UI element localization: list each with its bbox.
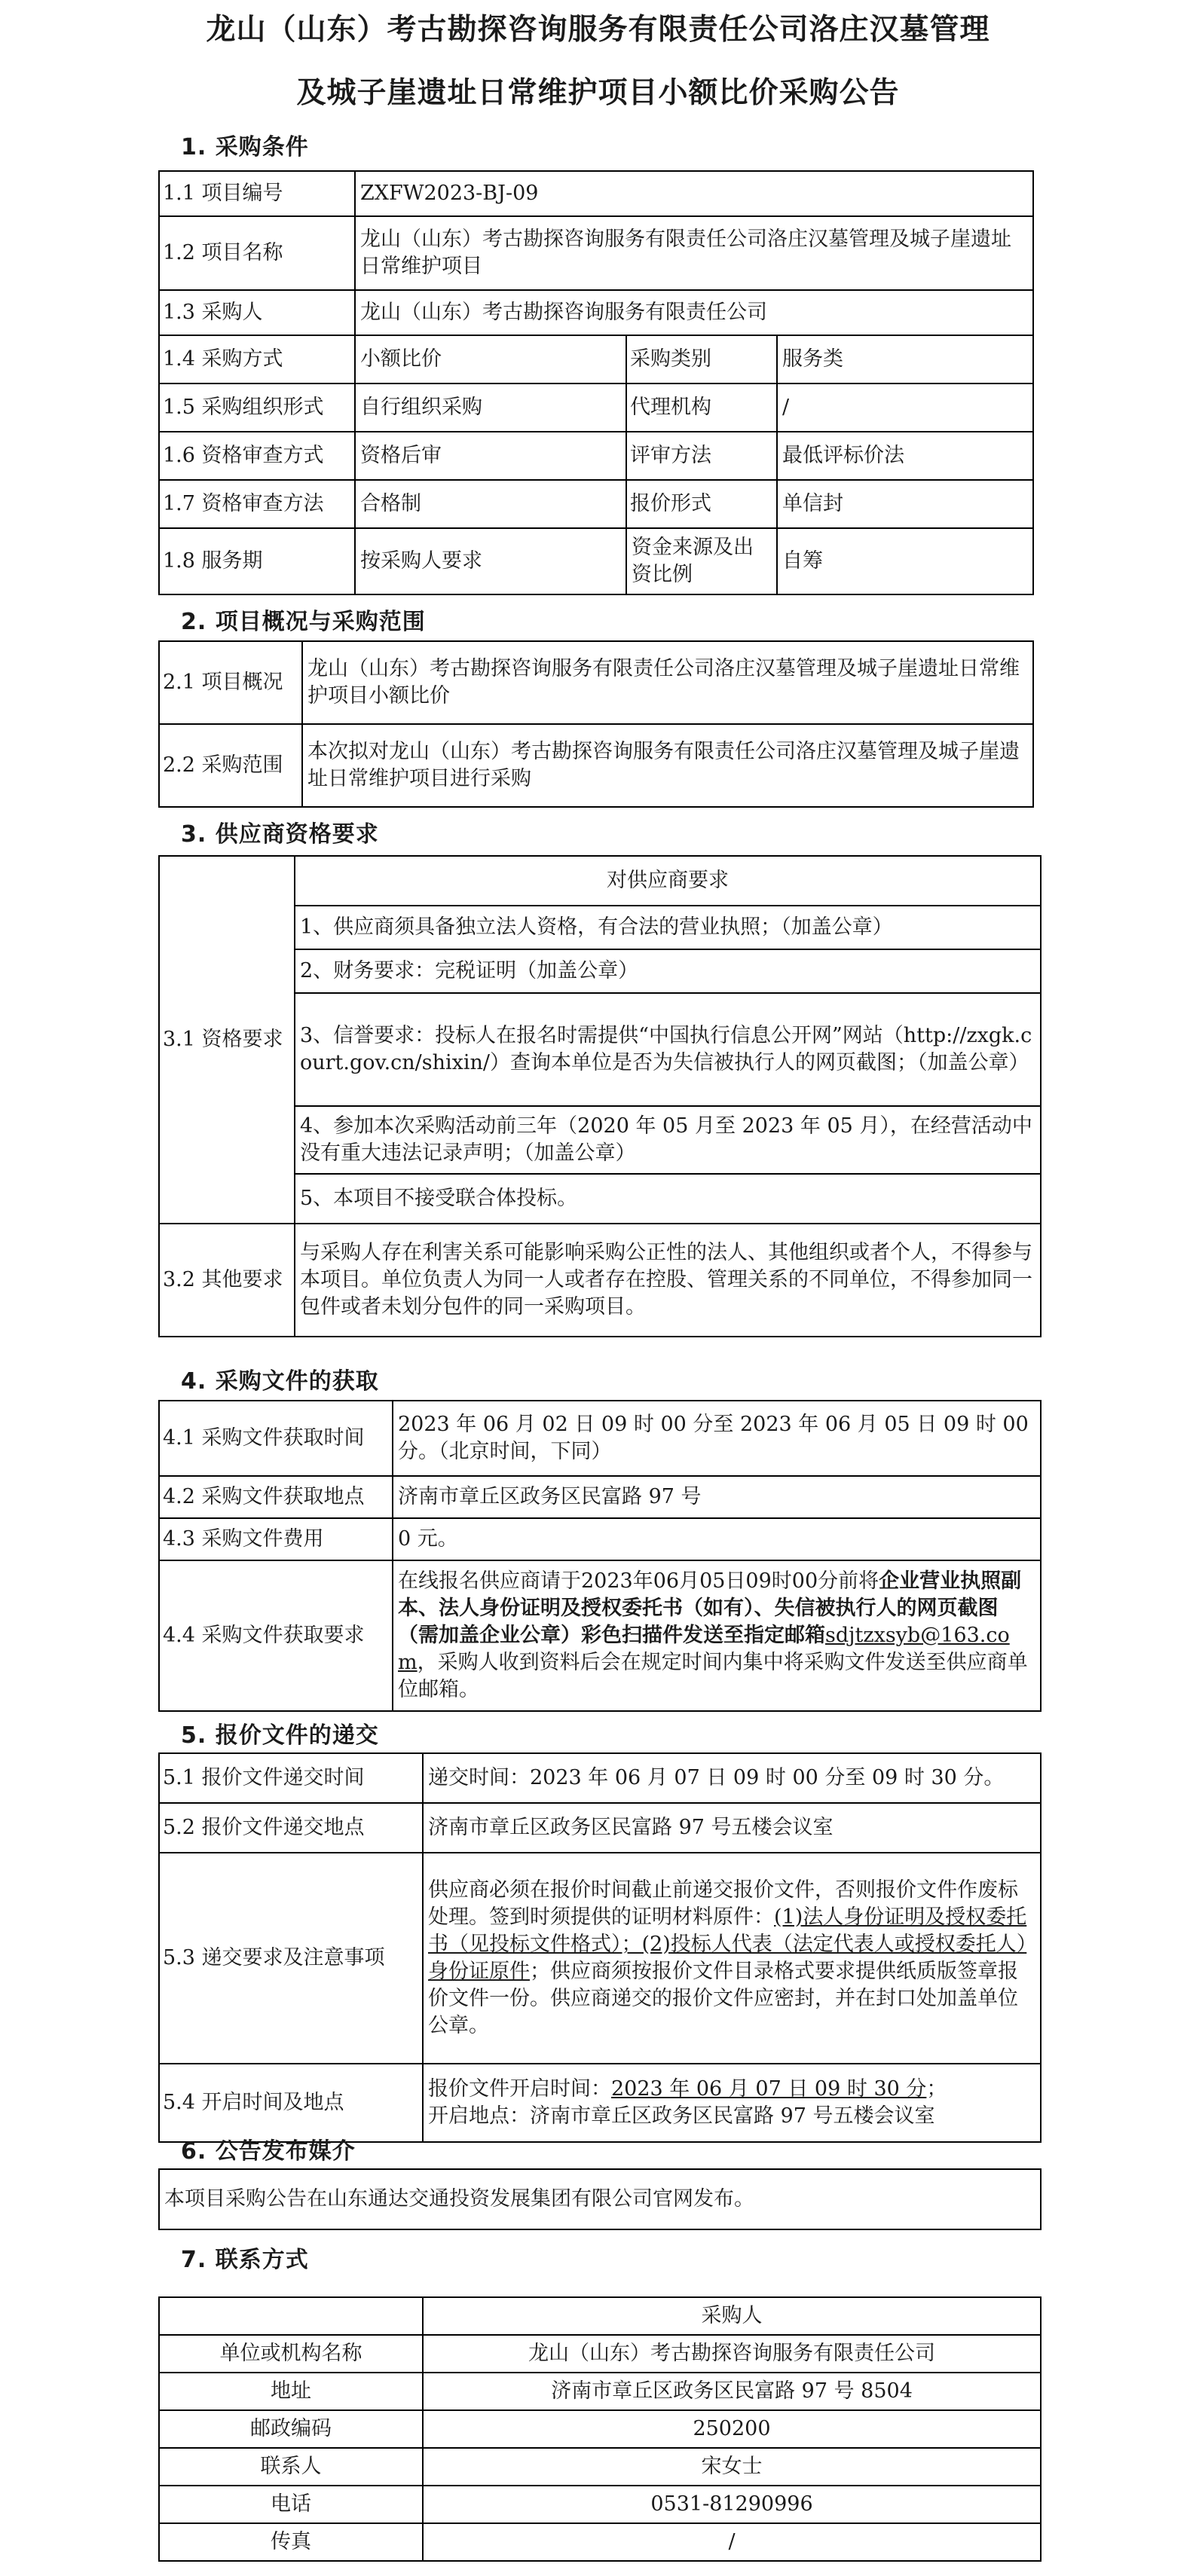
row-label: 1.6 资格审查方式: [159, 432, 355, 480]
table-row: [159, 724, 1033, 807]
column-header: 对供应商要求: [295, 856, 1041, 906]
table-row: [159, 290, 1033, 335]
acquisition-requirements-value: [393, 1560, 1041, 1711]
section-3-heading: 3. 供应商资格要求: [181, 821, 379, 848]
procurement-conditions-table: [158, 170, 1034, 595]
contact-table: [158, 2296, 1042, 2562]
table-row: [159, 2448, 1041, 2486]
row-label: 邮政编码: [159, 2410, 423, 2448]
row-label: 地址: [159, 2373, 423, 2410]
procurement-scope-value: 本次拟对龙山（山东）考古勘探咨询服务有限责任公司洛庄汉墓管理及城子崖遗址日常维护项目进行采购: [302, 724, 1033, 807]
row-label: 2.1 项目概况: [159, 641, 302, 724]
document-fee-value: 0 元。: [393, 1518, 1041, 1560]
table-row: [159, 1853, 1041, 2064]
organization-name-value: 龙山（山东）考古勘探咨询服务有限责任公司: [423, 2335, 1041, 2373]
row-label: 1.1 项目编号: [159, 171, 355, 216]
row-label: 2.2 采购范围: [159, 724, 302, 807]
row-value: 单信封: [777, 480, 1033, 528]
row-label: 3.2 其他要求: [159, 1224, 295, 1337]
row-label: 传真: [159, 2523, 423, 2561]
table-row: [159, 1476, 1041, 1518]
row-label: 5.2 报价文件递交地点: [159, 1803, 423, 1853]
submission-time-value: 递交时间：2023 年 06 月 07 日 09 时 00 分至 09 时 30 分。: [423, 1753, 1041, 1803]
table-row: [159, 335, 1033, 383]
row-value: 自行组织采购: [355, 383, 626, 432]
section-5-heading: 5. 报价文件的递交: [181, 1722, 379, 1749]
requirement-item: 2、财务要求：完税证明（加盖公章）: [295, 949, 1041, 993]
table-row: [159, 1753, 1041, 1803]
project-overview-table: [158, 640, 1034, 808]
table-row: [159, 171, 1033, 216]
quotation-submission-table: [158, 1752, 1042, 2143]
row-label: 1.7 资格审查方法: [159, 480, 355, 528]
row-label: 5.1 报价文件递交时间: [159, 1753, 423, 1803]
row-value: 服务类: [777, 335, 1033, 383]
section-4-heading: 4. 采购文件的获取: [181, 1368, 379, 1395]
table-row: [159, 383, 1033, 432]
table-row: [159, 1560, 1041, 1711]
acquisition-time-value: 2023 年 06 月 02 日 09 时 00 分至 2023 年 06 月 05 日 09 时 00 分。（北京时间，下同）: [393, 1401, 1041, 1476]
row-label: 代理机构: [626, 383, 777, 432]
table-row: [159, 2373, 1041, 2410]
project-number-value: ZXFW2023-BJ-09: [355, 171, 1033, 216]
other-requirements-value: 与采购人存在利害关系可能影响采购公正性的法人、其他组织或者个人，不得参与本项目。单位负责人为同一人或者存在控股、管理关系的不同单位，不得参加同一包件或者未划分包件的同一采购项目。: [295, 1224, 1041, 1337]
row-value: 按采购人要求: [355, 528, 626, 594]
acquisition-place-value: 济南市章丘区政务区民富路 97 号: [393, 1476, 1041, 1518]
section-1-heading: 1. 采购条件: [181, 134, 309, 160]
table-row: [159, 2297, 1041, 2335]
table-row: [159, 480, 1033, 528]
row-value: 自筹: [777, 528, 1033, 594]
requirements-tail-text: ，采购人收到资料后会在规定时间内集中将采购文件发送至供应商单位邮箱。: [398, 1651, 1028, 1701]
opening-place-line: 开启地点：济南市章丘区政务区民富路 97 号五楼会议室: [428, 2104, 935, 2128]
row-value: /: [777, 383, 1033, 432]
row-value: 资格后审: [355, 432, 626, 480]
requirement-item: 3、信誉要求：投标人在报名时需提供“中国执行信息公开网”网站（http://zxgk.court.gov.cn/shixin/）查询本单位是否为失信被执行人的网页截图；（加盖公章）: [295, 993, 1041, 1106]
email-address: sdjtzxsyb@163.com: [398, 1624, 1010, 1674]
document-title-line-2: 及城子崖遗址日常维护项目小额比价采购公告: [296, 76, 900, 110]
publication-media-value: 本项目采购公告在山东通达交通投资发展集团有限公司官网发布。: [159, 2169, 1041, 2229]
requirements-text: 在线报名供应商请于2023年06月05日09时00分前将: [398, 1569, 879, 1593]
opening-time-value: 2023 年 06 月 07 日 09 时 30 分: [611, 2077, 927, 2101]
submission-requirements-value: [423, 1853, 1041, 2064]
table-row: [159, 1224, 1041, 1337]
row-value: 合格制: [355, 480, 626, 528]
row-label: 1.3 采购人: [159, 290, 355, 335]
table-row: [159, 216, 1033, 290]
requirements-tail-text: ；供应商须按报价文件目录格式要求提供纸质版签章报价文件一份。供应商递交的报价文件应密封，并在封口处加盖单位公章。: [428, 1960, 1018, 2037]
empty-header-cell: [159, 2297, 423, 2335]
document-title-line-1: 龙山（山东）考古勘探咨询服务有限责任公司洛庄汉墓管理: [206, 13, 990, 47]
row-label: 1.5 采购组织形式: [159, 383, 355, 432]
submission-place-value: 济南市章丘区政务区民富路 97 号五楼会议室: [423, 1803, 1041, 1853]
requirement-item: 4、参加本次采购活动前三年（2020 年 05 月至 2023 年 05 月），在经营活动中没有重大违法记录声明；（加盖公章）: [295, 1106, 1041, 1174]
table-row: [159, 1803, 1041, 1853]
project-overview-value: 龙山（山东）考古勘探咨询服务有限责任公司洛庄汉墓管理及城子崖遗址日常维护项目小额比价: [302, 641, 1033, 724]
table-row: [159, 528, 1033, 594]
table-row: [159, 2486, 1041, 2523]
opening-time-place-value: [423, 2064, 1041, 2142]
requirements-underlined-text: (1)法人身份证明及授权委托书（见投标文件格式）；(2)投标人代表（法定代表人或授权委托人）身份证原件: [428, 1905, 1027, 1983]
row-label: 1.2 项目名称: [159, 216, 355, 290]
purchaser-value: 龙山（山东）考古勘探咨询服务有限责任公司: [355, 290, 1033, 335]
phone-value: 0531-81290996: [423, 2486, 1041, 2523]
table-row: [159, 856, 1041, 906]
row-label: 4.4 采购文件获取要求: [159, 1560, 393, 1711]
table-row: [159, 1518, 1041, 1560]
requirements-bold-text: 企业营业执照副本、法人身份证明及授权委托书（如有）、失信被执行人的网页截图（需加盖企业公章）彩色扫描件发送至指定邮箱: [398, 1569, 1022, 1647]
section-2-heading: 2. 项目概况与采购范围: [181, 609, 426, 635]
address-value: 济南市章丘区政务区民富路 97 号 8504: [423, 2373, 1041, 2410]
opening-time-punct: ；: [926, 2077, 947, 2101]
column-header: 采购人: [423, 2297, 1041, 2335]
requirement-item: 1、供应商须具备独立法人资格，有合法的营业执照；（加盖公章）: [295, 906, 1041, 949]
table-row: [159, 432, 1033, 480]
publication-media-table: [158, 2168, 1042, 2230]
row-value: 小额比价: [355, 335, 626, 383]
table-row: [159, 2169, 1041, 2229]
row-label: 1.4 采购方式: [159, 335, 355, 383]
row-label: 5.4 开启时间及地点: [159, 2064, 423, 2142]
row-label: 3.1 资格要求: [159, 856, 295, 1224]
opening-time-label: 报价文件开启时间：: [428, 2077, 611, 2101]
row-label: 4.3 采购文件费用: [159, 1518, 393, 1560]
row-label: 联系人: [159, 2448, 423, 2486]
table-row: [159, 2523, 1041, 2561]
row-label: 5.3 递交要求及注意事项: [159, 1853, 423, 2064]
section-7-heading: 7. 联系方式: [181, 2247, 309, 2273]
postal-code-value: 250200: [423, 2410, 1041, 2448]
row-label: 报价形式: [626, 480, 777, 528]
table-row: [159, 2410, 1041, 2448]
table-row: [159, 641, 1033, 724]
fax-value: /: [423, 2523, 1041, 2561]
row-label: 电话: [159, 2486, 423, 2523]
requirement-item: 5、本项目不接受联合体投标。: [295, 1174, 1041, 1224]
row-label: 单位或机构名称: [159, 2335, 423, 2373]
row-label: 评审方法: [626, 432, 777, 480]
project-name-value: 龙山（山东）考古勘探咨询服务有限责任公司洛庄汉墓管理及城子崖遗址日常维护项目: [355, 216, 1033, 290]
opening-time-line: [428, 2076, 1035, 2103]
document-acquisition-table: [158, 1400, 1042, 1712]
row-label: 资金来源及出资比例: [626, 528, 777, 594]
section-6-heading: 6. 公告发布媒介: [181, 2138, 356, 2165]
row-label: 采购类别: [626, 335, 777, 383]
table-row: [159, 2335, 1041, 2373]
contact-person-value: 宋女士: [423, 2448, 1041, 2486]
row-value: 最低评标价法: [777, 432, 1033, 480]
row-label: 4.1 采购文件获取时间: [159, 1401, 393, 1476]
table-row: [159, 2064, 1041, 2142]
row-label: 1.8 服务期: [159, 528, 355, 594]
row-label: 4.2 采购文件获取地点: [159, 1476, 393, 1518]
requirements-text: 供应商必须在报价时间截止前递交报价文件，否则报价文件作废标处理。签到时须提供的证明材料原件：: [428, 1878, 1018, 1929]
table-row: [159, 1401, 1041, 1476]
supplier-qualification-table: [158, 855, 1042, 1337]
